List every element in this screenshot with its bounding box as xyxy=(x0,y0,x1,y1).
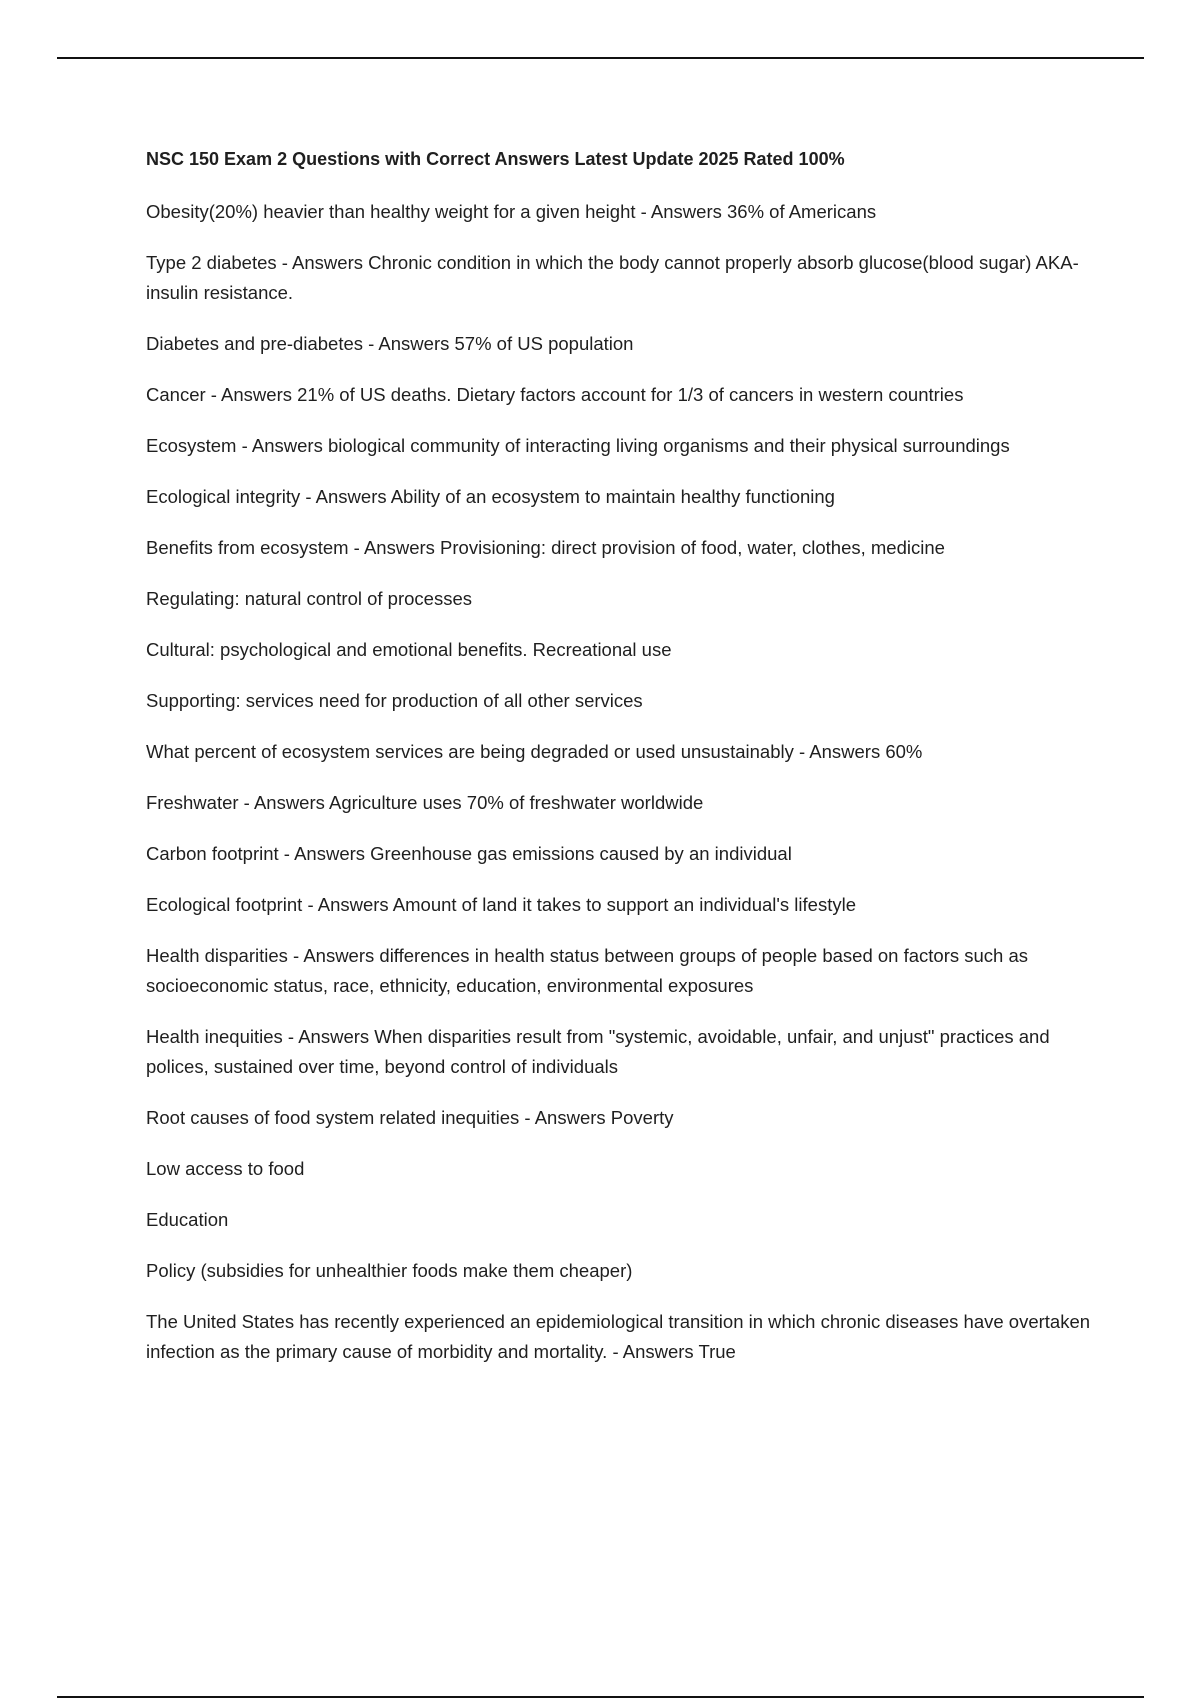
top-rule xyxy=(57,57,1144,59)
qa-entry: Obesity(20%) heavier than healthy weight for a given height - Answers 36% of Americans xyxy=(146,201,877,222)
document-title: NSC 150 Exam 2 Questions with Correct Answers Latest Update 2025 Rated 100% xyxy=(146,149,845,169)
qa-entry: What percent of ecosystem services are being degraded or used unsustainably - Answers 60% xyxy=(146,741,923,762)
qa-entry: Health inequities - Answers When disparities result from "systemic, avoidable, unfair, and unjust" practices and polices, sustained over time, beyond control of individuals xyxy=(146,1026,1050,1077)
qa-entry: Ecological integrity - Answers Ability of an ecosystem to maintain healthy functioning xyxy=(146,486,835,507)
qa-entry: Policy (subsidies for unhealthier foods make them cheaper) xyxy=(146,1260,633,1281)
qa-entry: The United States has recently experienced an epidemiological transition in which chronic diseases have overtaken infection as the primary cause of morbidity and mortality. - Answers True xyxy=(146,1311,1091,1362)
qa-entry: Diabetes and pre-diabetes - Answers 57% of US population xyxy=(146,333,634,354)
qa-entry: Cancer - Answers 21% of US deaths. Dietary factors account for 1/3 of cancers in western countries xyxy=(146,384,964,405)
qa-entry: Education xyxy=(146,1209,229,1230)
qa-list xyxy=(146,197,1096,1367)
bottom-rule xyxy=(57,1696,1144,1698)
qa-entry: Freshwater - Answers Agriculture uses 70% of freshwater worldwide xyxy=(146,792,704,813)
qa-entry: Root causes of food system related inequities - Answers Poverty xyxy=(146,1107,674,1128)
document-body xyxy=(146,145,1096,1388)
qa-entry: Type 2 diabetes - Answers Chronic condition in which the body cannot properly absorb glucose(blood sugar) AKA- insulin resistance. xyxy=(146,252,1079,303)
qa-entry: Cultural: psychological and emotional benefits. Recreational use xyxy=(146,639,672,660)
qa-entry: Ecological footprint - Answers Amount of land it takes to support an individual's lifestyle xyxy=(146,894,856,915)
qa-entry: Supporting: services need for production of all other services xyxy=(146,690,643,711)
qa-entry: Regulating: natural control of processes xyxy=(146,588,472,609)
qa-entry: Ecosystem - Answers biological community of interacting living organisms and their physical surroundings xyxy=(146,435,1010,456)
qa-entry: Carbon footprint - Answers Greenhouse gas emissions caused by an individual xyxy=(146,843,792,864)
qa-entry: Benefits from ecosystem - Answers Provisioning: direct provision of food, water, clothes, medicine xyxy=(146,537,945,558)
qa-entry: Health disparities - Answers differences in health status between groups of people based on factors such as socioeconomic status, race, ethnicity, education, environmental exposures xyxy=(146,945,1029,996)
qa-entry: Low access to food xyxy=(146,1158,305,1179)
